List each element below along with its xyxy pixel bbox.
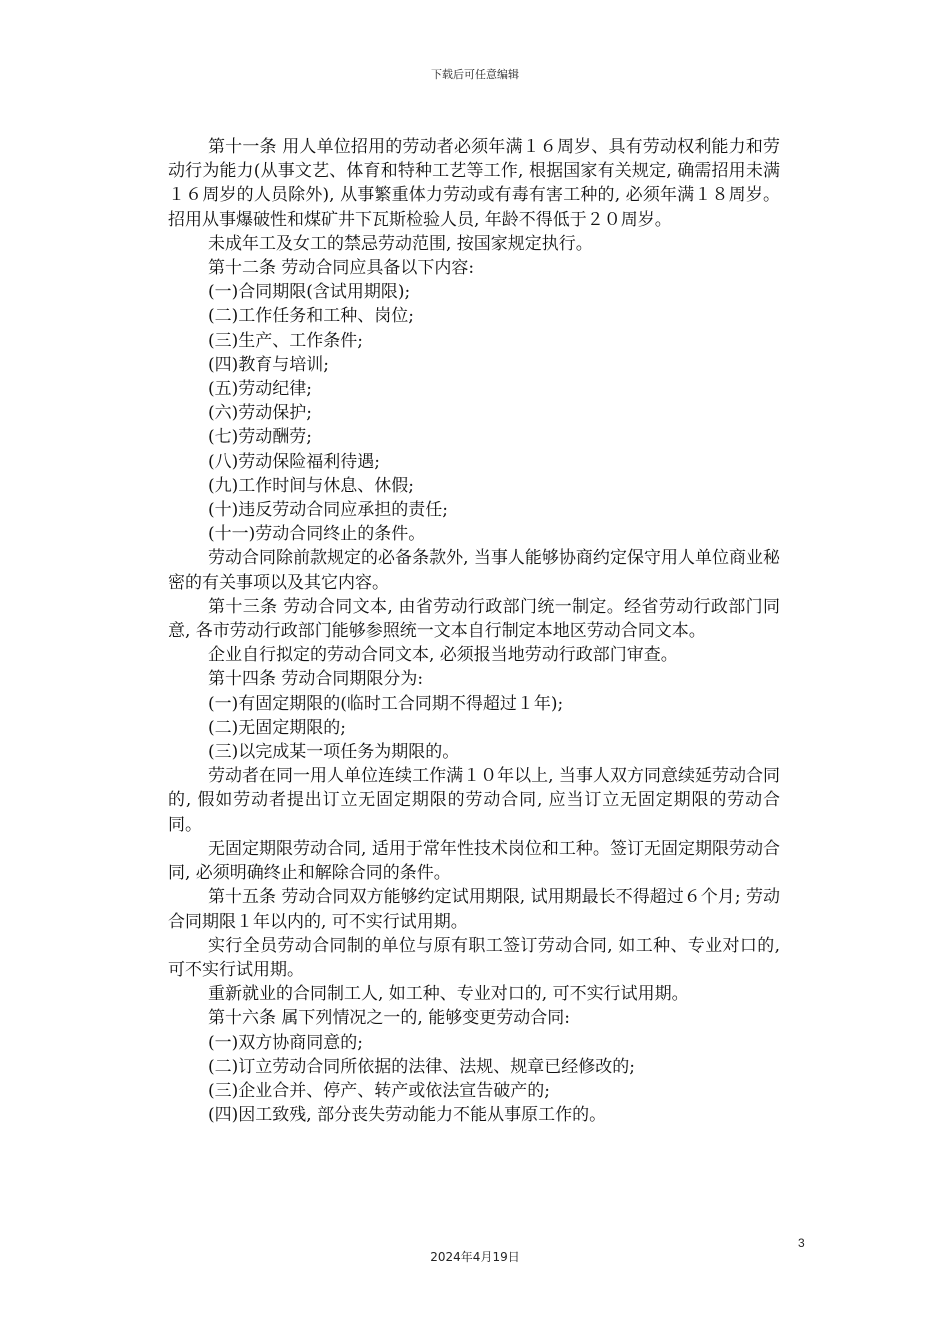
list-item: (十一)劳动合同终止的条件。 — [208, 524, 426, 545]
list-item: (二)订立劳动合同所依据的法律、法规、规章已经修改的; — [208, 1056, 635, 1077]
list-item: (八)劳动保险福利待遇; — [208, 451, 380, 472]
list-item: (三)企业合并、停产、转产或依法宣告破产的; — [208, 1080, 550, 1101]
page-number: 3 — [798, 1236, 805, 1250]
paragraph: 重新就业的合同制工人, 如工种、专业对口的, 可不实行试用期。 — [208, 984, 689, 1005]
paragraph: 第十四条 劳动合同期限分为: — [208, 669, 424, 690]
paragraph: 无固定期限劳动合同, 适用于常年性技术岗位和工种。签订无固定期限劳动合同, 必须明确终止和解除合同的条件。 — [168, 838, 780, 884]
page-header: 下载后可任意编辑 — [431, 68, 519, 81]
list-item: (一)有固定期限的(临时工合同期不得超过１年); — [208, 693, 564, 714]
paragraph: 第十六条 属下列情况之一的, 能够变更劳动合同: — [208, 1008, 570, 1029]
paragraph: 企业自行拟定的劳动合同文本, 必须报当地劳动行政部门审查。 — [208, 645, 678, 666]
list-item: (三)生产、工作条件; — [208, 330, 363, 351]
list-item: (三)以完成某一项任务为期限的。 — [208, 742, 460, 763]
page-footer-date: 2024年4月19日 — [430, 1250, 520, 1264]
paragraph: 第十三条 劳动合同文本, 由省劳动行政部门统一制定。经省劳动行政部门同意, 各市劳动行政部门能够参照统一文本自行制定本地区劳动合同文本。 — [168, 596, 780, 642]
list-item: (一)合同期限(含试用期限); — [208, 282, 411, 303]
paragraph: 劳动者在同一用人单位连续工作满１０年以上, 当事人双方同意续延劳动合同的, 假如劳动者提出订立无固定期限的劳动合同, 应当订立无固定期限的劳动合同。 — [168, 766, 780, 835]
list-item: (九)工作时间与休息、休假; — [208, 475, 414, 496]
paragraph: 未成年工及女工的禁忌劳动范围, 按国家规定执行。 — [208, 233, 593, 254]
paragraph: 第十二条 劳动合同应具备以下内容: — [208, 258, 475, 279]
list-item: (十)违反劳动合同应承担的责任; — [208, 500, 448, 521]
list-item: (四)因工致残, 部分丧失劳动能力不能从事原工作的。 — [208, 1105, 607, 1126]
list-item: (五)劳动纪律; — [208, 379, 312, 400]
list-item: (四)教育与培训; — [208, 354, 329, 375]
paragraph: 实行全员劳动合同制的单位与原有职工签订劳动合同, 如工种、专业对口的, 可不实行试用期。 — [168, 935, 780, 980]
list-item: (一)双方协商同意的; — [208, 1032, 363, 1053]
list-item: (二)工作任务和工种、岗位; — [208, 306, 414, 327]
list-item: (二)无固定期限的; — [208, 717, 346, 738]
paragraph: 第十一条 用人单位招用的劳动者必须年满１６周岁、具有劳动权利能力和劳动行为能力(从事文艺、体育和特种工艺等工作, 根据国家有关规定, 确需招用未满１６周岁的人员除外), 从事繁重体力劳动或有毒有害工种的, 必须年满１８周岁。招用从事爆破性和煤矿井下瓦斯检验人员, 年龄不得低于２０周岁。 — [168, 137, 780, 230]
document-body — [168, 135, 780, 1127]
list-item: (六)劳动保护; — [208, 403, 312, 424]
paragraph: 第十五条 劳动合同双方能够约定试用期限, 试用期最长不得超过６个月; 劳动合同期限１年以内的, 可不实行试用期。 — [168, 887, 780, 932]
list-item: (七)劳动酬劳; — [208, 427, 312, 448]
paragraph: 劳动合同除前款规定的必备条款外, 当事人能够协商约定保守用人单位商业秘密的有关事项以及其它内容。 — [168, 548, 780, 593]
